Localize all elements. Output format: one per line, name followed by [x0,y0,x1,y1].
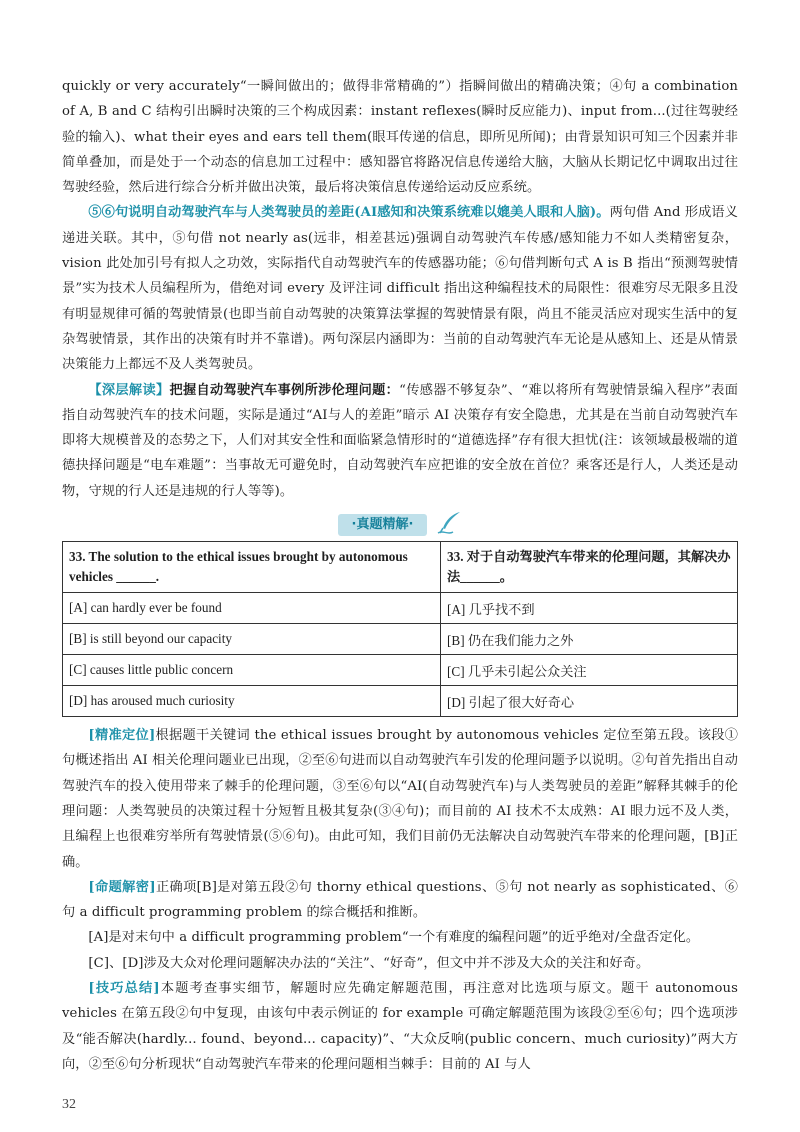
decode-label: [命题解密] [88,879,156,895]
section-banner [62,511,738,535]
option-d-en: [D] has aroused much curiosity [63,686,441,717]
table-row [63,593,738,624]
option-b-zh: [B] 仍在我们能力之外 [441,624,738,655]
page-number: 32 [62,1097,76,1112]
option-d-zh: [D] 引起了很大好奇心 [441,686,738,717]
section56-heading: ⑤⑥句说明自动驾驶汽车与人类驾驶员的差距(AI感知和决策系统难以媲美人眼和人脑)。 [88,205,610,221]
decode-body: 正确项[B]是对第五段②句 thorny ethical questions、⑤句 not nearly as sophisticated、⑥句 a difficult programming problem 的综合概括和推断。 [62,879,738,921]
paragraph-note-cd: [C]、[D]涉及大众对伦理问题解决办法的“关注”、“好奇”，但文中并不涉及大众的关注和好奇。 [88,955,650,971]
section56-body: 两句借 And 形成语义递进关联。其中，⑤句借 not nearly as(远非，相差甚远)强调自动驾驶汽车传感/感知能力不如人类精密复杂，vision 此处加引号有拟人之功效，实际指代自动驾驶汽车的传感器功能；⑥句借判断句式 A is B 指出“预测驾驶情景”实为技术人员编程所为，借绝对词 every 及评注词 difficult 指出这种编程技术的局限性：很难穷尽无限多且没有明显规律可循的驾驶情景(也即当前自动驾驶的决策算法掌握的驾驶情景有限，尚且不能灵活应对现实生活中的复杂驾驶情景，其作出的决策有时并不靠谱)。两句深层内涵即为：当前的自动驾驶汽车无论是从感知上、还是从情景决策能力上都远不及人类驾驶员。 [62,205,738,373]
precise-label: [精准定位] [88,728,156,744]
table-row [63,655,738,686]
precise-body: 根据题干关键词 the ethical issues brought by autonomous vehicles 定位至第五段。该段①句概述指出 AI 相关伦理问题业已出现，②至⑥句进而以自动驾驶汽车引发的伦理问题予以说明。②句首先指出自动驾驶汽车的投入使用带来了棘手的伦理问题，③至⑥句以“AI(自动驾驶汽车)与人类驾驶员的差距”解释其棘手的伦理问题：人类驾驶员的决策过程十分短暂且极其复杂(③④句)；而目前的 AI 技术不太成熟：AI 眼力远不及人类，且编程上也很难穷举所有驾驶情景(⑤⑥句)。由此可知，我们目前仍无法解决自动驾驶汽车带来的伦理问题，[B]正确。 [62,728,738,870]
option-b-en: [B] is still beyond our capacity [63,624,441,655]
paragraph-deep-reading [62,378,738,504]
option-a-en: [A] can hardly ever be found [63,593,441,624]
paragraph-skills [62,976,738,1077]
question-stem-zh: 33. 对于自动驾驶汽车带来的伦理问题，其解决办法______。 [441,542,738,593]
skills-label: [技巧总结] [88,981,160,997]
table-row [63,624,738,655]
quill-icon [436,511,462,539]
paragraph-intro: quickly or very accurately“一瞬间做出的；做得非常精确的”）指瞬间做出的精确决策；④句 a combination of A, B and C 结构引出瞬时决策的三个构成因素：instant reflexes(瞬时反应能力)、input from...(过往驾驶经验的输入)、what their eyes and ears tell them(眼耳传递的信息，即所见所闻)；由背景知识可知三个因素并非简单叠加，而是处于一个动态的信息加工过程中：感知器官将路况信息传递给大脑，大脑从长期记忆中调取出过往驾驶经验，然后进行综合分析并做出决策，最后将决策信息传递给运动反应系统。 [62,79,738,196]
paragraph-section56 [62,200,738,377]
deep-reading-heading: 把握自动驾驶汽车事例所涉伦理问题： [169,382,400,398]
skills-body: 本题考查事实细节，解题时应先确定解题范围，再注意对比选项与原文。题干 autonomous vehicles 在第五段②句中复现，由该句中表示例证的 for example 可确定解题范围为该段②至⑥句；四个选项涉及“能否解决(hardly... found、beyond... capacity)”、“大众反响(public concern、much curiosity)”两大方向，②至⑥句分析现状“自动驾驶汽车带来的伦理问题相当棘手：目前的 AI 与人 [62,981,738,1072]
deep-reading-body: “传感器不够复杂”、“难以将所有驾驶情景编入程序”表面指自动驾驶汽车的技术问题，实际是通过“AI与人的差距”暗示 AI 决策存有安全隐患，尤其是在当前自动驾驶汽车即将大规模普及的态势之下，人们对其安全性和面临紧急情形时的“道德选择”存有很大担忧(注：该领域最极端的道德抉择问题是“电车难题”：当事故无可避免时，自动驾驶汽车应把谁的安全放在首位？乘客还是行人，人类还是动物，守规的行人还是违规的行人等等)。 [62,382,738,499]
question-table [62,541,738,717]
table-row [63,542,738,593]
option-a-zh: [A] 几乎找不到 [441,593,738,624]
deep-reading-label: 【深层解读】 [88,382,170,398]
paragraph-precise [62,723,738,875]
paragraph-decode [62,875,738,926]
banner-label: ·真题精解· [338,514,428,536]
option-c-en: [C] causes little public concern [63,655,441,686]
page-body [62,74,738,1077]
table-row [63,686,738,717]
question-stem-en: 33. The solution to the ethical issues brought by autonomous vehicles ______. [63,542,441,593]
paragraph-note-a: [A]是对末句中 a difficult programming problem“一个有难度的编程问题”的近乎绝对/全盘否定化。 [88,930,700,946]
option-c-zh: [C] 几乎未引起公众关注 [441,655,738,686]
